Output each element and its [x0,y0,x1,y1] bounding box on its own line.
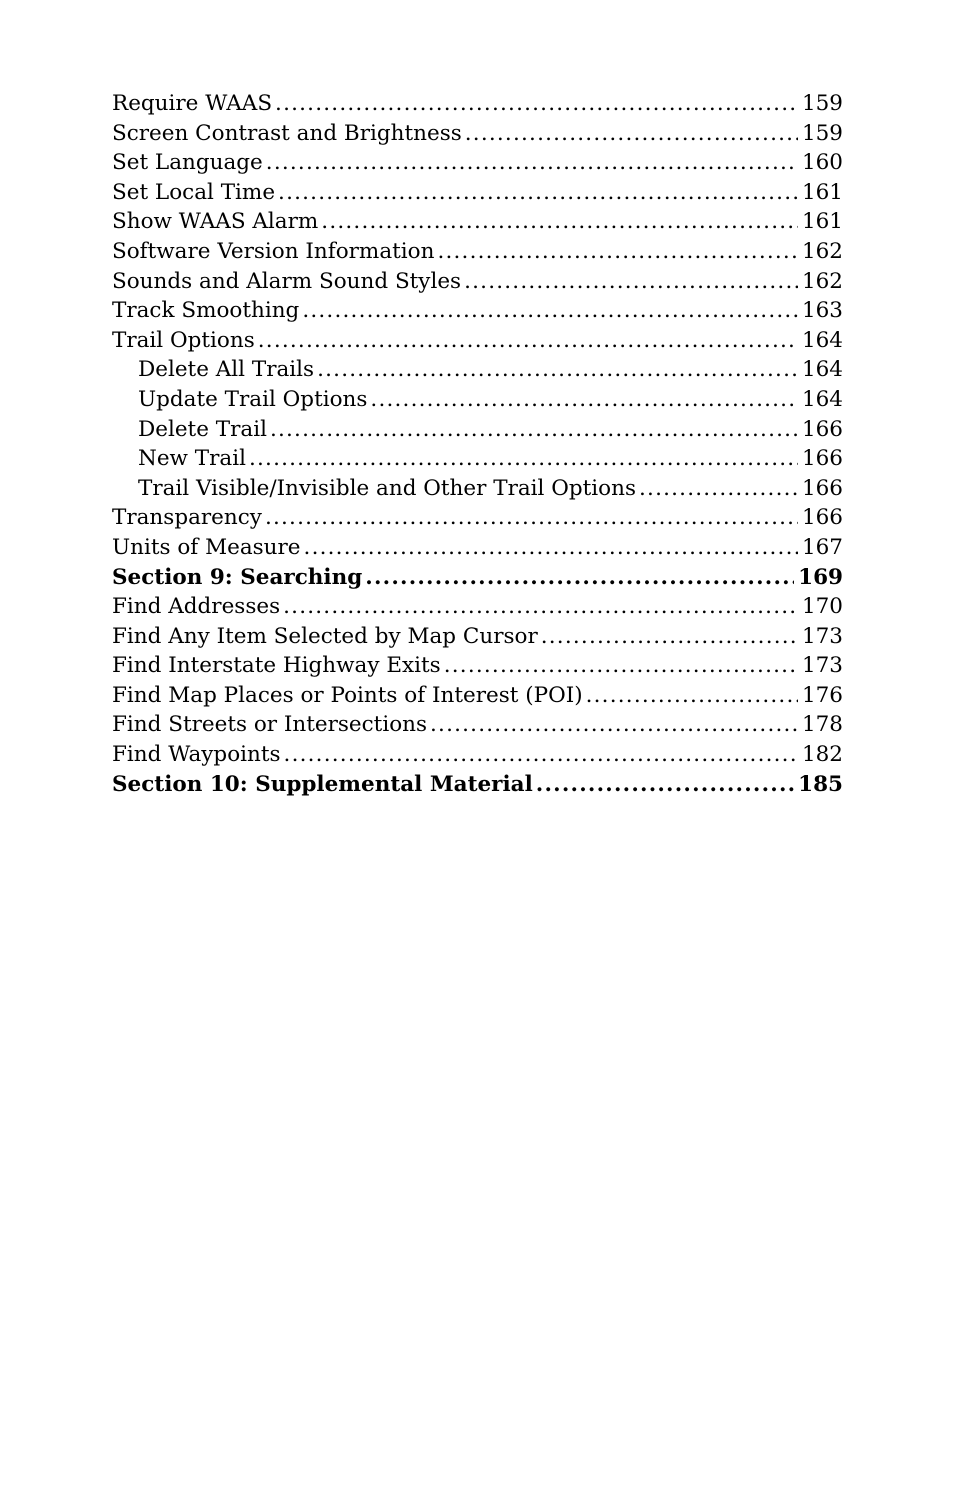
toc-dot-leader [317,355,798,385]
toc-page-number: 170 [801,594,843,620]
toc-entry[interactable] [112,681,843,711]
toc-dot-leader [266,148,798,178]
toc-page-number: 176 [801,682,843,708]
toc-dot-leader [284,740,798,770]
toc-section-title: Section 9: Searching [112,564,363,590]
toc-entry[interactable] [112,119,843,149]
toc-dot-leader [278,178,798,208]
toc-page-number: 173 [801,653,843,679]
toc-entry[interactable] [112,296,843,326]
toc-entry-title: Delete Trail [138,416,267,442]
toc-entry-title: Require WAAS [112,91,273,116]
toc-entry[interactable] [112,503,843,533]
toc-entry[interactable] [112,267,843,297]
toc-subentry[interactable] [112,474,843,504]
toc-entry[interactable] [112,651,843,681]
toc-entry[interactable] [112,592,843,622]
toc-dot-leader [464,267,798,297]
toc-dot-leader [365,563,794,593]
toc-page-number: 178 [801,712,843,738]
toc-subentry[interactable] [112,355,843,385]
toc-dot-leader [370,385,798,415]
toc-entry-title: Software Version Information [112,238,435,264]
toc-entry-title: Find Map Places or Points of Interest (POI) [112,682,583,708]
toc-dot-leader [430,710,798,740]
toc-dot-leader [302,296,798,326]
toc-entry-title: Set Local Time [112,179,276,205]
toc-page-number: 162 [801,238,843,264]
toc-entry-title: Find Any Item Selected by Map Cursor [112,623,538,649]
toc-subentry[interactable] [112,444,843,474]
toc-dot-leader [275,89,798,119]
toc-dot-leader [536,770,794,800]
toc-entry[interactable] [112,326,843,356]
toc-entry-title: Trail Options [112,327,255,353]
toc-dot-leader [321,207,798,237]
toc-entry-title: Units of Measure [112,534,301,560]
toc-page-number: 164 [801,327,843,353]
toc-subentry[interactable] [112,385,843,415]
toc-page-number: 166 [801,446,843,472]
toc-section-title: Section 10: Supplemental Material [112,771,533,797]
toc-dot-leader [258,326,798,356]
toc-entry[interactable] [112,710,843,740]
toc-section-heading[interactable] [112,770,843,800]
toc-entry[interactable] [112,533,843,563]
toc-entry-title: Trail Visible/Invisible and Other Trail Options [138,475,636,501]
toc-page-number: 185 [798,771,843,797]
toc-page-number: 164 [801,357,843,383]
toc-subentry[interactable] [112,415,843,445]
toc-dot-leader [437,237,798,267]
toc-entry[interactable] [112,622,843,652]
toc-page-number: 166 [801,475,843,501]
toc-page-number: 159 [801,120,843,146]
toc-entry-title: Find Addresses [112,594,281,620]
toc-page-number: 159 [801,91,843,116]
toc-page-number: 164 [801,386,843,412]
toc-entry-title: Sounds and Alarm Sound Styles [112,268,462,294]
toc-dot-leader [304,533,798,563]
toc-dot-leader [270,415,798,445]
toc-entry[interactable] [112,148,843,178]
toc-entry[interactable] [112,178,843,208]
toc-section-heading[interactable] [112,563,843,593]
toc-page-number: 166 [801,505,843,531]
toc-entry[interactable] [112,207,843,237]
toc-dot-leader [249,444,798,474]
toc-page-number: 173 [801,623,843,649]
toc-page-number: 161 [801,209,843,235]
toc-dot-leader [639,474,798,504]
toc-entry[interactable] [112,237,843,267]
toc-dot-leader [283,592,798,622]
toc-page-number: 182 [801,742,843,768]
toc-page-number: 161 [801,179,843,205]
toc-entry[interactable] [112,89,843,119]
toc-page-number: 160 [801,150,843,176]
toc-dot-leader [541,622,798,652]
toc-page-number: 163 [801,298,843,324]
toc-entry-title: Delete All Trails [138,357,315,383]
toc-dot-leader [265,503,798,533]
toc-page-number: 162 [801,268,843,294]
toc-page-number: 167 [801,534,843,560]
toc-entry-title: Find Interstate Highway Exits [112,653,441,679]
toc-entry-title: Transparency [112,505,262,531]
toc-entry-title: Update Trail Options [138,386,368,412]
toc-dot-leader [465,119,798,149]
toc-page-number: 169 [798,564,843,590]
toc-dot-leader [586,681,798,711]
toc-entry-title: Find Waypoints [112,742,281,768]
toc-entry-title: Find Streets or Intersections [112,712,428,738]
toc-entry-title: New Trail [138,446,246,472]
toc-entry-title: Show WAAS Alarm [112,209,319,235]
toc-page-number: 166 [801,416,843,442]
toc-entry-title: Set Language [112,150,263,176]
toc-entry[interactable] [112,740,843,770]
toc-dot-leader [444,651,798,681]
toc-entry-title: Track Smoothing [112,298,300,324]
table-of-contents [112,89,843,799]
toc-entry-title: Screen Contrast and Brightness [112,120,462,146]
